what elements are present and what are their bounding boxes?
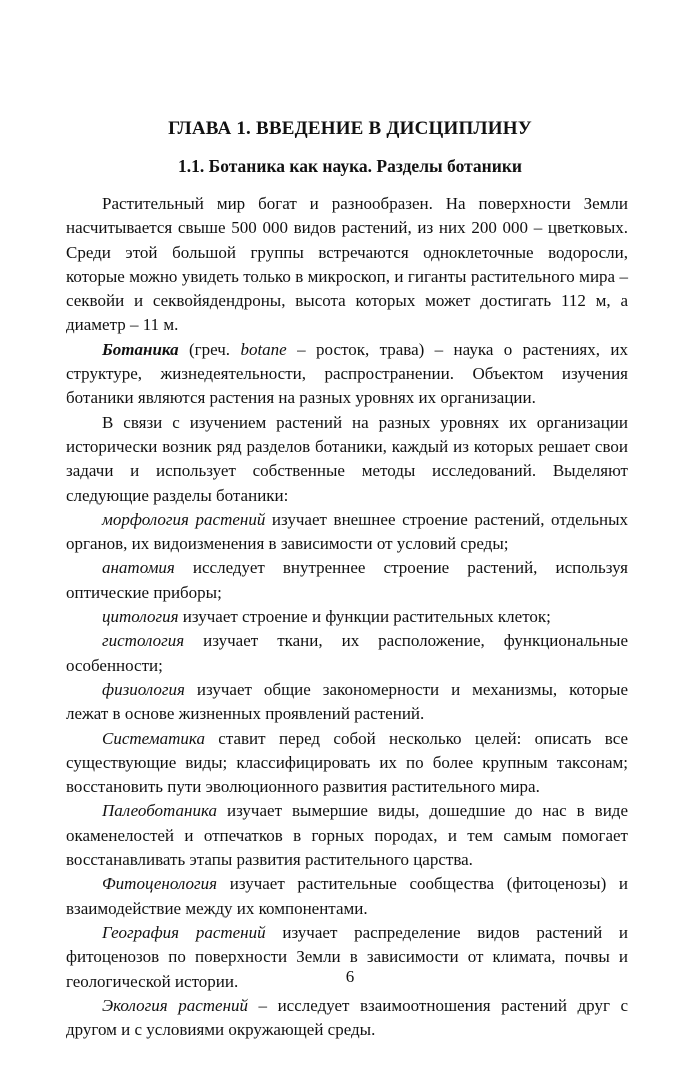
paragraph-morphology: [66, 508, 628, 557]
paragraph-systematics: [66, 727, 628, 800]
morphology-text: изучает внешнее строение растений, отдельных органов, их видоизменения в зависимости от условий среды;: [66, 509, 628, 554]
page-number: 6: [345, 967, 355, 986]
paragraph-phytocenology: [66, 872, 628, 921]
paragraph-paleobotany: [66, 799, 628, 872]
term-geography: География растений: [102, 922, 266, 942]
term-ecology: Экология растений: [102, 995, 249, 1015]
paragraph-sections-intro: В связи с изучением растений на разных уровнях их организации исторически возник ряд разделов ботаники, каждый из которых решает свои задачи и использует собственные методы исследований. Выделяют следующие разделы ботаники:: [66, 412, 628, 505]
botany-text-a: (греч.: [178, 339, 241, 359]
anatomy-text: исследует внутреннее строение растений, используя оптические приборы;: [66, 558, 628, 602]
term-systematics: Систематика: [102, 728, 205, 748]
term-cytology: цитология: [102, 607, 179, 627]
paragraph-intro: Растительный мир богат и разнообразен. На поверхности Земли насчитывается свыше 500 000 видов растений, из них 200 000 – цветковых. Среди этой большой группы встречаются одноклеточные водоросли, которые можно увидеть только в микроскоп, и гиганты растительного мира – секвойи и секвойядендроны, высота которых может достигать 112 м, а диаметр – 11 м.: [66, 194, 628, 335]
chapter-title: ГЛАВА 1. ВВЕДЕНИЕ В ДИСЦИПЛИНУ: [168, 118, 532, 139]
botany-text-b: – росток, трава) – наука о растениях, их структуре, жизнедеятельности, распространении. Объектом изучения ботаники являются растения на разных уровнях их организации.: [66, 339, 628, 408]
greek-word: botane: [240, 339, 287, 359]
paragraph-physiology: [66, 678, 628, 727]
paragraph-cytology: [66, 605, 628, 629]
term-botany: Ботаника: [102, 339, 179, 359]
geography-text: изучает распределение видов растений и фитоценозов по поверхности Земли в зависимости от климата, почвы и геологической истории.: [66, 922, 629, 991]
term-physiology: физиология: [102, 679, 185, 699]
term-morphology: морфология растений: [102, 509, 266, 529]
term-paleobotany: Палеоботаника: [102, 801, 217, 821]
systematics-text: ставит перед собой несколько целей: описать все существующие виды; классифицировать их по более крупным таксонам; восстановить пути эволюционного развития растительного мира.: [66, 728, 628, 797]
paragraph-botany: [66, 338, 628, 411]
term-histology: гистология: [102, 631, 185, 651]
term-phytocenology: Фитоценология: [102, 874, 218, 894]
section-title: 1.1. Ботаника как наука. Разделы ботаники: [178, 156, 522, 176]
paragraph-ecology: [66, 994, 628, 1043]
paragraph-histology: [66, 629, 628, 678]
paleobotany-text: изучает вымершие виды, дошедшие до нас в виде окаменелостей и отпечатков в горных породах, и тем самым помогает восстанавливать этапы развития растительного царства.: [66, 801, 628, 870]
cytology-text: изучает строение и функции растительных клеток;: [178, 607, 551, 627]
physiology-text: изучает общие закономерности и механизмы, которые лежат в основе жизненных проявлений растений.: [66, 679, 628, 724]
phytocenology-text: изучает растительные сообщества (фитоценозы) и взаимодействие между их компонентами.: [66, 874, 628, 918]
body-text: [66, 192, 628, 1042]
term-anatomy: анатомия: [102, 558, 175, 578]
paragraph-anatomy: [66, 556, 628, 605]
ecology-text: – исследует взаимоотношения растений друг с другом и с условиями окружающей среды.: [66, 995, 629, 1040]
histology-text: изучает ткани, их расположение, функциональные особенности;: [66, 631, 628, 675]
